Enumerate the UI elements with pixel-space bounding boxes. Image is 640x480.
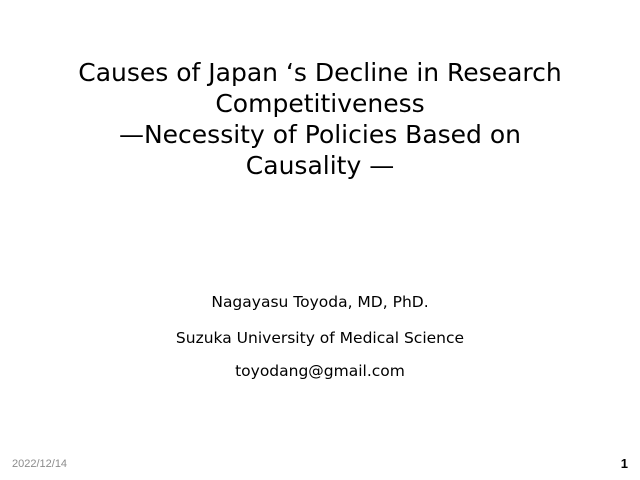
author-block	[20, 293, 620, 380]
footer-date: 2022/12/14	[12, 458, 68, 470]
author-name: Nagayasu Toyoda, MD, PhD.	[211, 293, 429, 311]
title-line-2: Competitiveness	[215, 89, 425, 118]
page-number: 1	[620, 456, 628, 471]
author-affiliation: Suzuka University of Medical Science	[175, 329, 465, 347]
title-line-1: Causes of Japan ‘s Decline in Research	[78, 58, 562, 87]
title-line-4: Causality —	[245, 151, 395, 180]
title-line-3: —Necessity of Policies Based on	[118, 120, 522, 149]
slide-title	[20, 57, 620, 181]
author-email: toyodang@gmail.com	[235, 362, 405, 380]
